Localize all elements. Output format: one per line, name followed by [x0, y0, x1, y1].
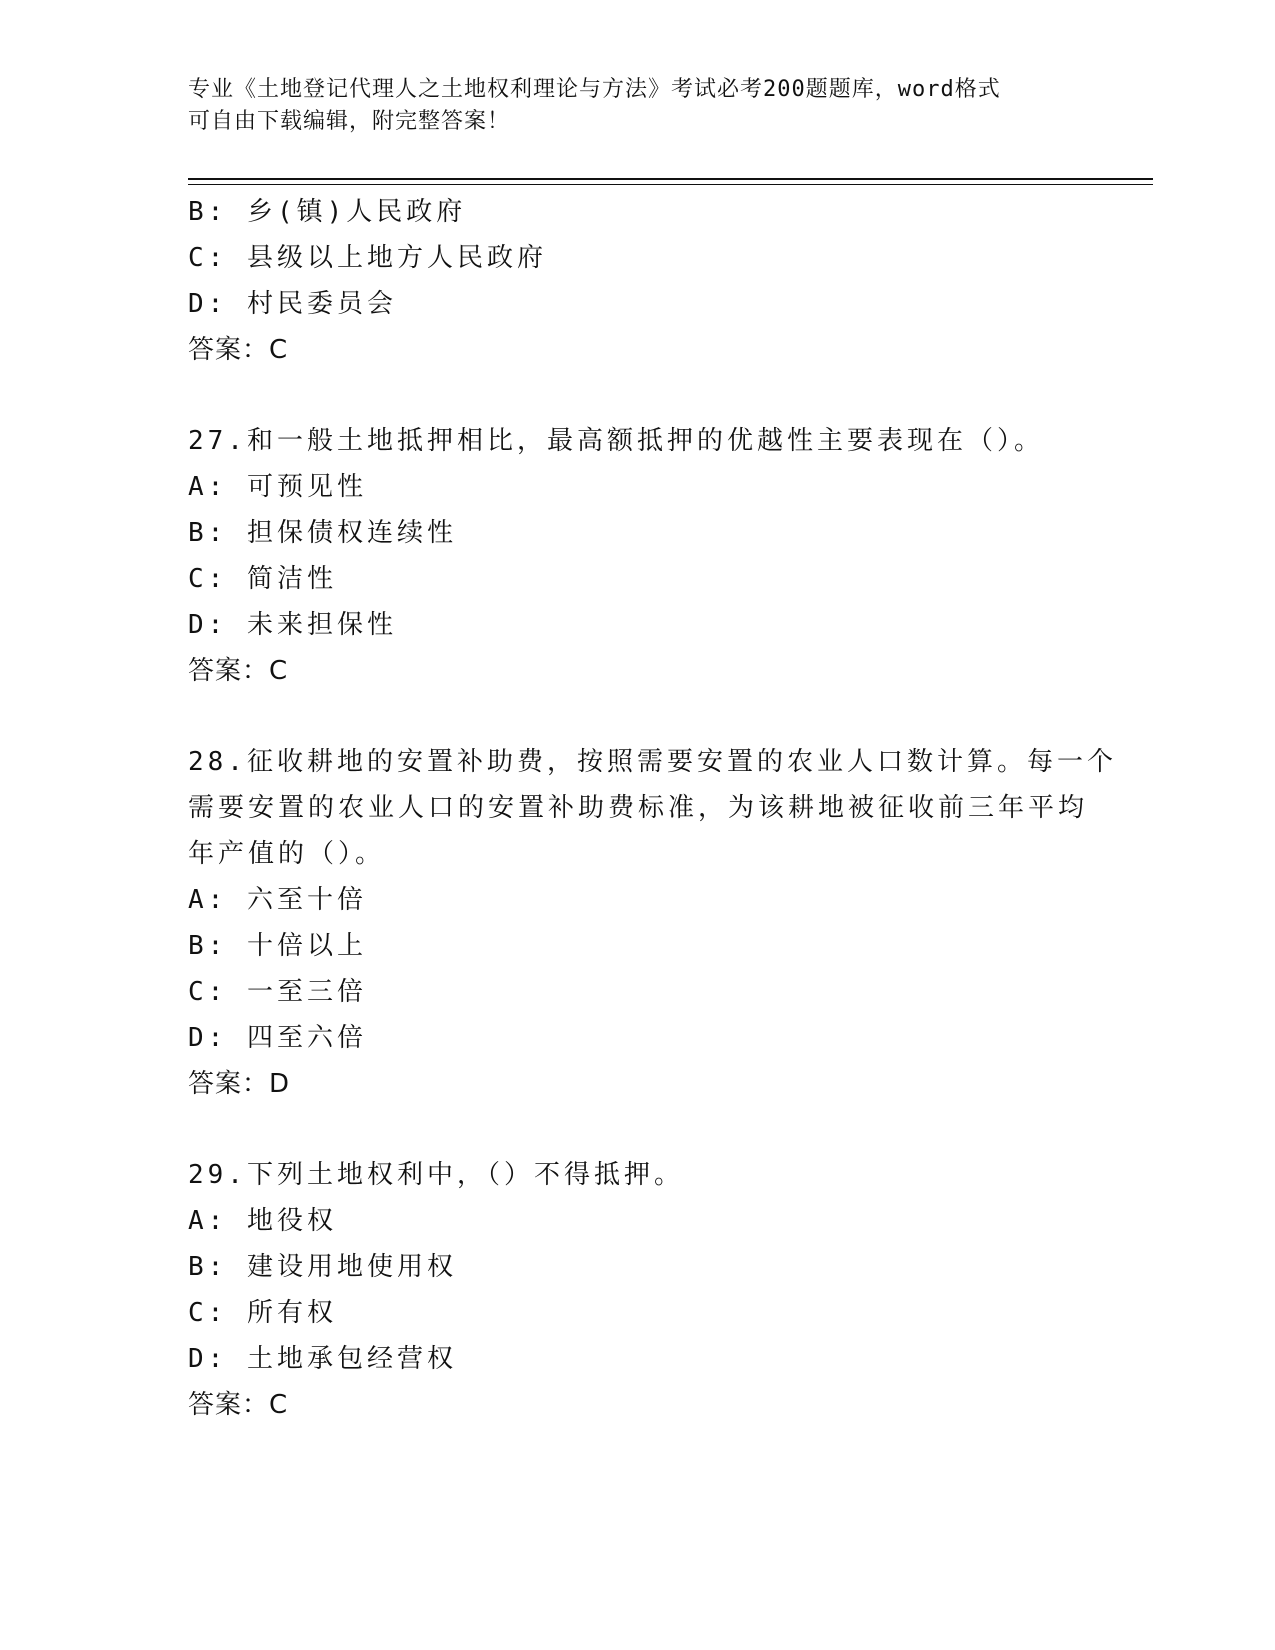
option-c: C: 简洁性 [188, 564, 337, 594]
option-d: D: 未来担保性 [188, 610, 397, 640]
spacer [188, 373, 1088, 418]
option-c: C: 一至三倍 [188, 977, 367, 1007]
header-divider-thick [188, 178, 1153, 180]
answer-text: 答案：D [188, 1069, 291, 1099]
header-divider-thin [188, 184, 1153, 185]
answer-text: 答案：C [188, 656, 289, 686]
option-d: D: 村民委员会 [188, 289, 397, 319]
answer-text: 答案：C [188, 1390, 289, 1420]
question-26-continued [188, 189, 1088, 373]
option-b: B: 十倍以上 [188, 931, 367, 961]
option-c: C: 所有权 [188, 1298, 337, 1328]
option-c: C: 县级以上地方人民政府 [188, 243, 547, 273]
question-text-line-2: 需要安置的农业人口的安置补助费标准，为该耕地被征收前三年平均 [188, 793, 1089, 823]
option-b: B: 担保债权连续性 [188, 518, 457, 548]
option-a: A: 可预见性 [188, 472, 367, 502]
spacer [188, 1107, 1088, 1152]
question-text-line-3: 年产值的（）。 [188, 839, 386, 869]
question-28 [188, 739, 1117, 1107]
header-line-2: 可自由下载编辑，附完整答案！ [188, 109, 511, 134]
option-b: B: 建设用地使用权 [188, 1252, 457, 1282]
option-a: A: 六至十倍 [188, 885, 367, 915]
header-line-1: 专业《土地登记代理人之土地权利理论与方法》考试必考200题题库，word格式 [188, 77, 1001, 102]
option-d: D: 土地承包经营权 [188, 1344, 457, 1374]
question-text: 29.下列土地权利中，（）不得抵押。 [188, 1160, 684, 1190]
answer-text: 答案：C [188, 335, 289, 365]
document-header [188, 74, 1068, 138]
question-29 [188, 1152, 1088, 1428]
option-a: A: 地役权 [188, 1206, 337, 1236]
spacer [188, 694, 1088, 739]
question-text: 27.和一般土地抵押相比，最高额抵押的优越性主要表现在（）。 [188, 426, 1044, 456]
option-b: B: 乡(镇)人民政府 [188, 197, 467, 227]
question-text-line-1: 28.征收耕地的安置补助费，按照需要安置的农业人口数计算。每一个 [188, 747, 1117, 777]
question-list [188, 189, 1117, 1428]
question-27 [188, 418, 1088, 694]
option-d: D: 四至六倍 [188, 1023, 367, 1053]
